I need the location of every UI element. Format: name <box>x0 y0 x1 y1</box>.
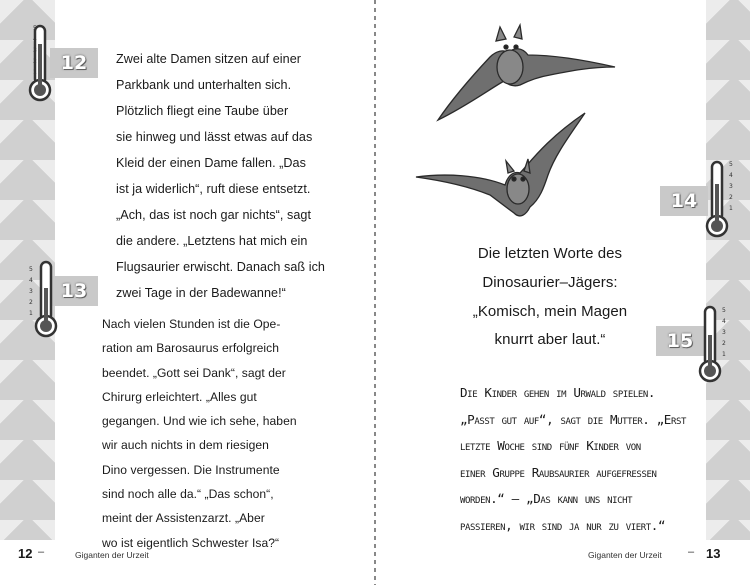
text-line: Die letzten Worte des <box>477 245 623 262</box>
scale-label: 4 <box>729 172 733 179</box>
text-line: sind noch alle da.“ „Das schon“, <box>102 487 274 502</box>
scale-label: 3 <box>722 329 726 336</box>
footer-dash: – <box>38 546 45 558</box>
text-line: Plötzlich fliegt eine Taube über <box>116 104 289 118</box>
joke-14-text <box>450 240 650 355</box>
text-line: Dino vergessen. Die Instrumente <box>102 462 280 477</box>
scale-label: 4 <box>29 277 33 284</box>
scale-label: 2 <box>729 194 733 201</box>
scale-label: 4 <box>33 36 37 43</box>
scale-label: 1 <box>29 310 33 317</box>
text-line: worden.“ – „Das kann uns nicht <box>460 491 633 507</box>
scale-label: 1 <box>33 69 37 76</box>
text-line: letzte Woche sind fünf Kinder von <box>460 438 641 454</box>
scale-label: 5 <box>33 25 37 32</box>
scale-label: 3 <box>33 47 37 54</box>
scale-label: 2 <box>33 58 37 65</box>
joke-number-badge: 12 <box>50 48 98 78</box>
text-line: ist ja widerlich“, ruft diese entsetzt. <box>116 182 311 196</box>
page-number: 12 <box>18 546 33 561</box>
scale-label: 1 <box>722 351 726 358</box>
joke-number-badge: 14 <box>660 186 708 216</box>
page-gutter <box>374 0 376 585</box>
joke-15-text <box>460 380 710 540</box>
thermometer-icon <box>20 24 60 104</box>
running-title: Giganten der Urzeit <box>75 550 149 560</box>
text-line: ration am Barosaurus erfolgreich <box>102 341 280 356</box>
bat-icon <box>438 25 615 120</box>
text-line: „Passt gut auf“, sagt die Mutter. „Erst <box>460 411 687 427</box>
footer-dash: – <box>688 546 695 558</box>
text-line: Nach vielen Stunden ist die Ope- <box>102 317 281 331</box>
text-line: sie hinweg und lässt etwas auf das <box>116 130 313 144</box>
text-line: einer Gruppe Raubsaurier aufgefressen <box>460 464 657 480</box>
scale-label: 1 <box>729 205 733 212</box>
bat-icon <box>416 113 585 216</box>
text-line: wo ist eigentlich Schwester Isa?“ <box>102 535 280 550</box>
text-line: „Ach, das ist noch gar nichts“, sagt <box>116 208 311 222</box>
text-line: gegangen. Und wie ich sehe, haben <box>102 414 297 429</box>
text-line: passieren, wir sind ja nur zu viert.“ <box>460 517 666 533</box>
scale-label: 4 <box>722 318 726 325</box>
scale-label: 3 <box>729 183 733 190</box>
scale-label: 2 <box>29 299 33 306</box>
joke-number-badge: 15 <box>656 326 704 356</box>
running-title: Giganten der Urzeit <box>588 550 662 560</box>
right-chevron-border <box>706 0 750 540</box>
text-line: Dinosaurier–Jägers: <box>482 273 618 291</box>
scale-label: 2 <box>722 340 726 347</box>
scale-label: 5 <box>722 307 726 314</box>
text-line: beendet. „Gott sei Dank“, sagt der <box>102 365 286 380</box>
joke-number-badge: 13 <box>50 276 98 306</box>
joke-13-text <box>102 312 302 555</box>
scale-label: 5 <box>729 161 733 168</box>
text-line: Chirurg erleichtert. „Alles gut <box>102 389 257 404</box>
page-number: 13 <box>706 546 721 561</box>
text-line: Parkbank und unterhalten sich. <box>116 78 292 92</box>
text-line: meint der Assistenzarzt. „Aber <box>102 511 265 526</box>
text-line: knurrt aber laut.“ <box>494 331 606 349</box>
text-line: Flugsaurier erwischt. Danach saß ich <box>116 260 325 274</box>
text-line: Zwei alte Damen sitzen auf einer <box>116 52 301 66</box>
text-line: „Komisch, mein Magen <box>472 302 628 320</box>
bats-illustration <box>410 15 640 225</box>
text-line: Kleid der einen Dame fallen. „Das <box>116 156 306 170</box>
text-line: zwei Tage in der Badewanne!“ <box>116 286 286 300</box>
scale-label: 5 <box>29 266 33 273</box>
text-line: Die Kinder gehen im Urwald spielen. <box>460 385 656 400</box>
scale-label: 3 <box>29 288 33 295</box>
text-line: die andere. „Letztens hat mich ein <box>116 234 308 248</box>
text-line: wir auch nichts in dem riesigen <box>102 438 269 453</box>
joke-12-text <box>116 46 326 306</box>
